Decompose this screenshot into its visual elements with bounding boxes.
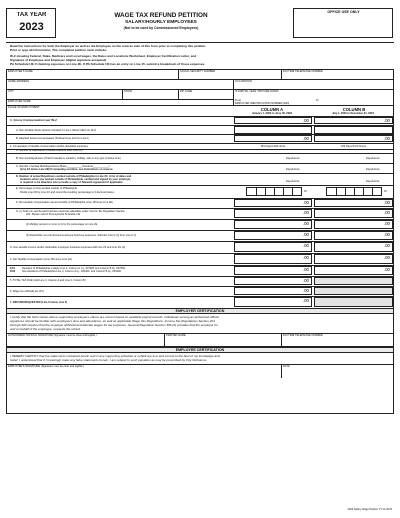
petition-form [6,8,394,512]
line-2f-col-a[interactable] [234,199,312,207]
line-2giii-col-b-value: .00 [383,232,390,237]
office-use-box [293,8,393,38]
line-4-resident-text: Resident of Philadelphia multiply Line 3, Column A, by .037900 and Column B by .037500. [22,267,126,270]
line-1b-label: B. Adjusted Gross Compensation (Subtract Line 1A from Line 1) [16,137,90,140]
line-2giii-col-a[interactable] [234,231,312,240]
form-subtitle: SALARY/HOURLY EMPLOYEES [125,20,197,25]
line-1-col-a[interactable] [234,117,312,124]
employee-name-label: EMPLOYEE'S NAME [8,70,33,73]
city-label: CITY [8,90,14,93]
line-2gii-col-b[interactable] [314,220,393,229]
line-1b-col-b-value: .00 [383,136,390,141]
line-2d-sublabel-2: is required to be attached. Also provide a copy of Telework Agreement if applicable. [20,181,124,184]
tax-year-box [6,8,56,38]
line-2b-label: B. Non-workdays/Hours (Total of weekend, vacation, holiday, sick or any type of leave time) [16,157,121,160]
form-subnote: (Not to be used by Commissioned Employees) [123,26,199,30]
line-2gii-col-b-value: .00 [383,221,390,226]
line-2c-col-b-unit: Days/Hours [366,168,380,171]
partial-year-label: IF PARTIAL YEAR, PROVIDE DATES [235,90,279,93]
line-5-shaded [314,277,393,285]
employee-cert-text-1: I HEREBY CERTIFY that the statements contained herein and in any supporting schedule or exhibit are true and correct to the best of my knowledge and [10,355,220,358]
employee-date-label: DATE [283,365,290,368]
state-label: STATE [124,90,132,93]
from-label: From [235,99,242,102]
line-2gi-col-b[interactable] [314,209,393,218]
employer-printed-name-label: PRINTED NAME [166,334,186,337]
employee-cert-text-2: belief. I understand that if I knowingly make any false statements herein, I am subject to such penalties as may be prescribed by City Ordinance. [10,359,208,362]
column-a-dates: January 1, 2023 to June 30, 2022 [251,112,293,115]
line-1a-col-a[interactable] [234,126,312,134]
line-h-col-b[interactable] [314,242,393,252]
line-1b-col-a-value: .00 [302,136,309,141]
line-2giii-label: (iii) Deductible non-reimbursed employee business expenses. Subtract Line G (ii) from Line G (i) [26,234,137,237]
employer-phone-label: DAYTIME TELEPHONE NUMBER [283,334,323,337]
line-5-amount[interactable] [234,277,312,285]
column-b-dates: July 1, 2023 to December 31, 2023 [332,112,374,115]
line-2giii-col-a-value: .00 [302,232,309,237]
line-4-due-label: DUE [10,270,16,273]
line-6-value: .00 [302,288,309,293]
line-2c-sublabel: (Line 2A minus Line 2B) If computing overtime, see instructions on reverse. [20,168,114,171]
line-7-label: 7. REFUND REQUESTED (Line 6 minus Line 5) [10,301,68,304]
employee-signature-box[interactable] [6,364,281,378]
line-1b-col-b[interactable] [314,135,393,142]
employer-cert-text-1: I certify that the facts shown above supporting employee's claims are correct based on available payroll records. Individuals serving as authorized official [10,316,219,319]
line-1a-col-b[interactable] [314,126,393,134]
line-2gi-label: G. (i) Total non-reimbursed business expenses allowable under Income Tax Regulation Section [16,210,125,213]
line-2-label: 2. Computation of taxable compensation and/or allowable expenses [10,145,88,148]
line-6-label: 6. Wage tax withheld per W-2 [10,290,44,293]
instructions-line-1: Read the instructions for both the Employer as well as the Employee on the reverse side of this form prior to completing this petition. [10,45,207,48]
line-2d-label: D. Number of actual Days/Hours worked outside of Philadelphia in Line 2C. A list of dates and [16,175,132,178]
line-1-col-a-value: .00 [302,118,309,123]
employee-cert-title: EMPLOYEE CERTIFICATION [6,347,394,353]
employer-name-label: EMPLOYER NAME [8,100,31,103]
to-label: To [316,99,319,102]
line-2gi-col-a-value: .00 [302,210,309,215]
line-4-col-b-value: .00 [383,267,390,272]
line-4-col-a-value: .00 [302,267,309,272]
zip-label: ZIP CODE [180,90,193,93]
column-a-title: COLUMN A [260,107,284,112]
line-1b-col-a[interactable] [234,135,312,142]
tax-year-value: 2023 [19,21,44,33]
line-1a-label: A. Non-Taxable Stock Options included in Line 1 (Must reflect on W-2) [16,129,97,132]
line-3-col-b[interactable] [314,254,393,264]
line-2f-col-a-value: .00 [302,200,309,205]
line-7-shaded [314,297,393,307]
line-2d-col-a-unit: Days/Hours [286,180,300,183]
line-2gi-col-a[interactable] [234,209,312,218]
employee-date-box[interactable] [281,364,394,378]
line-7-amount[interactable] [234,297,312,307]
line-3-label: 3. Net Taxable compensation (Line 1B minus Line 2H) [10,258,72,261]
line-h-col-a[interactable] [234,242,312,252]
occupation-label: OCCUPATION [235,80,252,83]
line-2gii-col-a[interactable] [234,220,312,229]
line-4-col-b[interactable] [314,266,393,275]
line-6-shaded [314,287,393,295]
line-4-tax-label: TAX [10,267,15,270]
employer-signature-label: AUTHORIZED OFFICIAL SIGNATURE (Signature must be clear and legible.) [8,334,97,337]
employer-id-label: EMPLOYER IDENTIFICATION NUMBER (EIN) [235,102,290,105]
line-1-label: 1. Gross Compensation per W-2 [10,119,57,122]
line-2d-col-b-unit: Days/Hours [366,180,380,183]
home-address-label: HOME ADDRESS [8,80,29,83]
ssn-label: SOCIAL SECURITY NUMBER [180,70,216,73]
line-2a-col-a-value: 181 Days/1448 Hours [260,145,286,148]
tax-year-label: TAX YEAR [16,12,47,18]
line-1-col-b-value: .00 [383,118,390,123]
line-2e-col-a-percent[interactable] [246,187,302,196]
line-3-col-b-value: .00 [383,255,390,260]
line-2giii-col-b[interactable] [314,231,393,240]
line-2d-sublabel-1: locations when you worked outside of Philadelphia, verified and signed by your employer, [20,178,131,181]
line-2e-label: E. Percentage of time worked outside of Philadelphia. [16,187,78,190]
column-b-title: COLUMN B [342,107,366,112]
employer-cert-title: EMPLOYER CERTIFICATION [6,308,394,314]
instructions-line-5: PA Schedule UE if claiming expenses on Line 2E. If PA Schedule UE has an entry on Line 15, submit a breakdown of those expenses. [10,63,206,66]
line-2gii-label: (ii) Multiply amount on Line G (i) by the percentage on Line 2E [26,223,98,226]
line-6-amount[interactable] [234,287,312,295]
line-2e-sublabel: Divide Line 2D by Line 2C and round the resulting percentage to 4 decimal places. [20,191,115,194]
employer-cert-text-2: signatures should be familiar with employee's time and attendance, as well as applicable Wage Tax Regulations. Income Tax Regulations Section 401 [10,320,215,323]
instructions-line-4: Signature of Employee and Employer (digital signature accepted). [10,59,107,62]
line-2gi-col-b-value: .00 [383,210,390,215]
line-3-col-a-value: .00 [302,255,309,260]
line-2gi-sublabel: 204. Please submit Pennsylvania Schedule UE [26,213,81,216]
instructions-line-3: W-2 showing Federal, State, Medicare and Local wages, the Dates and Locations Worksheet, Employer Certification Letter, and [10,55,197,58]
line-2f-col-b[interactable] [314,199,393,207]
line-5-value: .00 [302,278,309,283]
line-2b-col-a-unit: Days/Hours [286,157,300,160]
office-use-label: OFFICE USE ONLY [327,10,360,14]
line-2a-col-b-value: 184 Days/1472 Hours [340,145,367,148]
form-title: WAGE TAX REFUND PETITION [114,12,208,19]
line-2c-label: C. Number of actual Workdays/Hours (Base___________Overtime___________) [16,165,110,168]
employee-signature-label: EMPLOYEE'S SIGNATURE (Signature must be clear and legible.) [8,365,84,368]
place-of-employment-label: PLACE OF EMPLOYMENT [8,106,40,109]
line-h-col-b-value: .00 [383,243,390,248]
line-2e-col-b-percent[interactable] [326,187,382,196]
instructions-line-2: Print or type all information. The completed petition must include: [10,49,107,52]
line-2e-col-b-pct-sign: % [384,190,387,193]
line-7-value: .00 [302,298,309,303]
employer-cert-text-4: and on behalf of the employee, requests the refund. [10,328,81,331]
form-footer: 2023 Salary Wage Petition V7 11-2023 [347,508,392,511]
line-1-col-b[interactable] [314,117,393,124]
line-2b-col-b-unit: Days/Hours [366,157,380,160]
line-2e-col-a-pct-sign: % [304,190,307,193]
line-2a-label: A. Number of Days/Hours (Include overtime from Line 2C) [16,149,83,152]
daytime-phone-label: DAYTIME TELEPHONE NUMBER [283,70,323,73]
line-2gii-col-a-value: .00 [302,221,309,226]
line-2f-label: F. Non-taxable compensation earned outside of Philadelphia (Line 1B times Line 2E) [16,201,113,204]
line-4-col-a[interactable] [234,266,312,275]
line-h-label: H. Non-taxable income and/or deductible employee business expenses Add Line 2F and Line 2G (iii) [10,246,126,249]
employer-cert-text-3: through 404 requires that the employer withhold and allocate wages for tax purposes. General Regulation Section 306 (2) provides that the employer for [10,324,218,327]
line-2f-col-b-value: .00 [383,200,390,205]
line-2c-col-a-unit: Days/Hours [286,168,300,171]
line-5-label: 5. TOTAL TAX DUE (Add Line 4, Column A and Line 4, Column B.) [10,279,87,282]
line-3-col-a[interactable] [234,254,312,264]
line-4-nonresident-text: Non-Resident of Philadelphia Line 3, Column A by .034400, and Column B by .034400. [22,270,122,273]
line-h-col-a-value: .00 [302,243,309,248]
